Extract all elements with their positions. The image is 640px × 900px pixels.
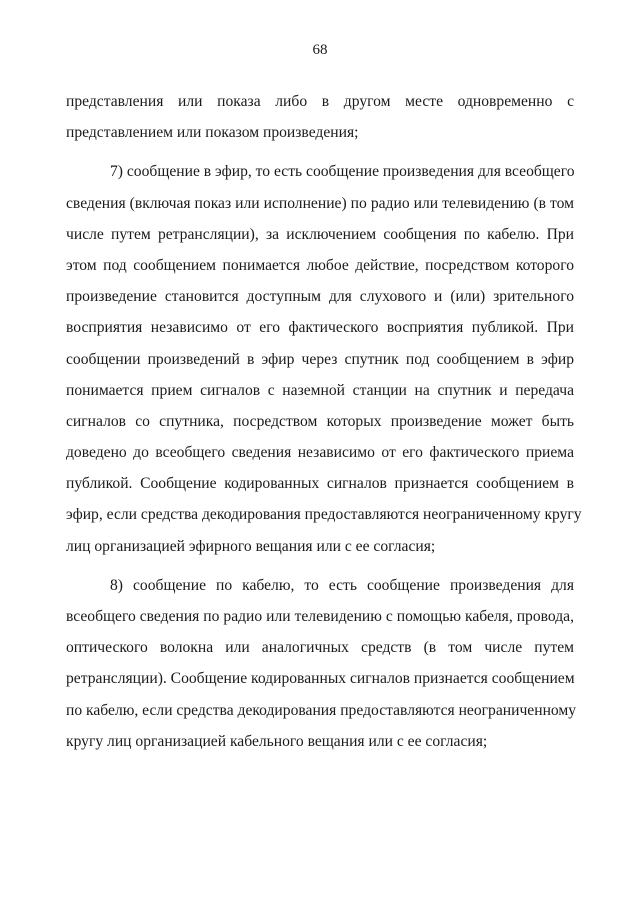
document-body xyxy=(66,86,582,757)
text-line: 8) сообщение по кабелю, то есть сообщение произведения для xyxy=(110,576,574,594)
paragraph-item-8 xyxy=(66,570,577,757)
text-line: доведено до всеобщего сведения независимо от его фактического приема xyxy=(66,444,574,462)
page-number: 68 xyxy=(312,42,328,58)
text-line: сообщении произведений в эфир через спутник под сообщением в эфир xyxy=(66,350,574,368)
text-line: всеобщего сведения по радио или телевидению с помощью кабеля, провода, xyxy=(66,608,574,625)
paragraph-continuation xyxy=(66,86,574,148)
paragraph-item-7 xyxy=(66,156,582,561)
text-line: оптического волокна или аналогичных средств (в том числе путем xyxy=(66,639,574,657)
text-line: 7) сообщение в эфир, то есть сообщение произведения для всеобщего xyxy=(110,163,575,181)
text-line: публикой. Сообщение кодированных сигналов признается сообщением в xyxy=(66,475,574,493)
text-line: представления или показа либо в другом месте одновременно с xyxy=(66,93,574,110)
text-line: ретрансляции). Сообщение кодированных сигналов признается сообщением xyxy=(66,670,575,688)
text-line: кругу лиц организацией кабельного вещания или с ее согласия; xyxy=(66,732,488,750)
text-line: лиц организацией эфирного вещания или с ее согласия; xyxy=(66,537,436,555)
text-line: сведения (включая показ или исполнение) по радио или телевидению (в том xyxy=(66,194,574,212)
text-line: по кабелю, если средства декодирования предоставляются неограниченному xyxy=(66,701,577,719)
text-line: понимается прием сигналов с наземной станции на спутник и передача xyxy=(66,381,574,399)
text-line: сигналов со спутника, посредством которых произведение может быть xyxy=(66,412,574,430)
text-line: этом под сообщением понимается любое действие, посредством которого xyxy=(66,256,574,274)
text-line: эфир, если средства декодирования предоставляются неограниченному кругу xyxy=(66,506,582,524)
text-line: числе путем ретрансляции), за исключением сообщения по кабелю. При xyxy=(66,225,574,243)
text-line: произведение становится доступным для слухового и (или) зрительного xyxy=(66,288,574,306)
text-line: восприятия независимо от его фактического восприятия публикой. При xyxy=(66,319,574,337)
text-line: представлением или показом произведения; xyxy=(66,124,359,142)
